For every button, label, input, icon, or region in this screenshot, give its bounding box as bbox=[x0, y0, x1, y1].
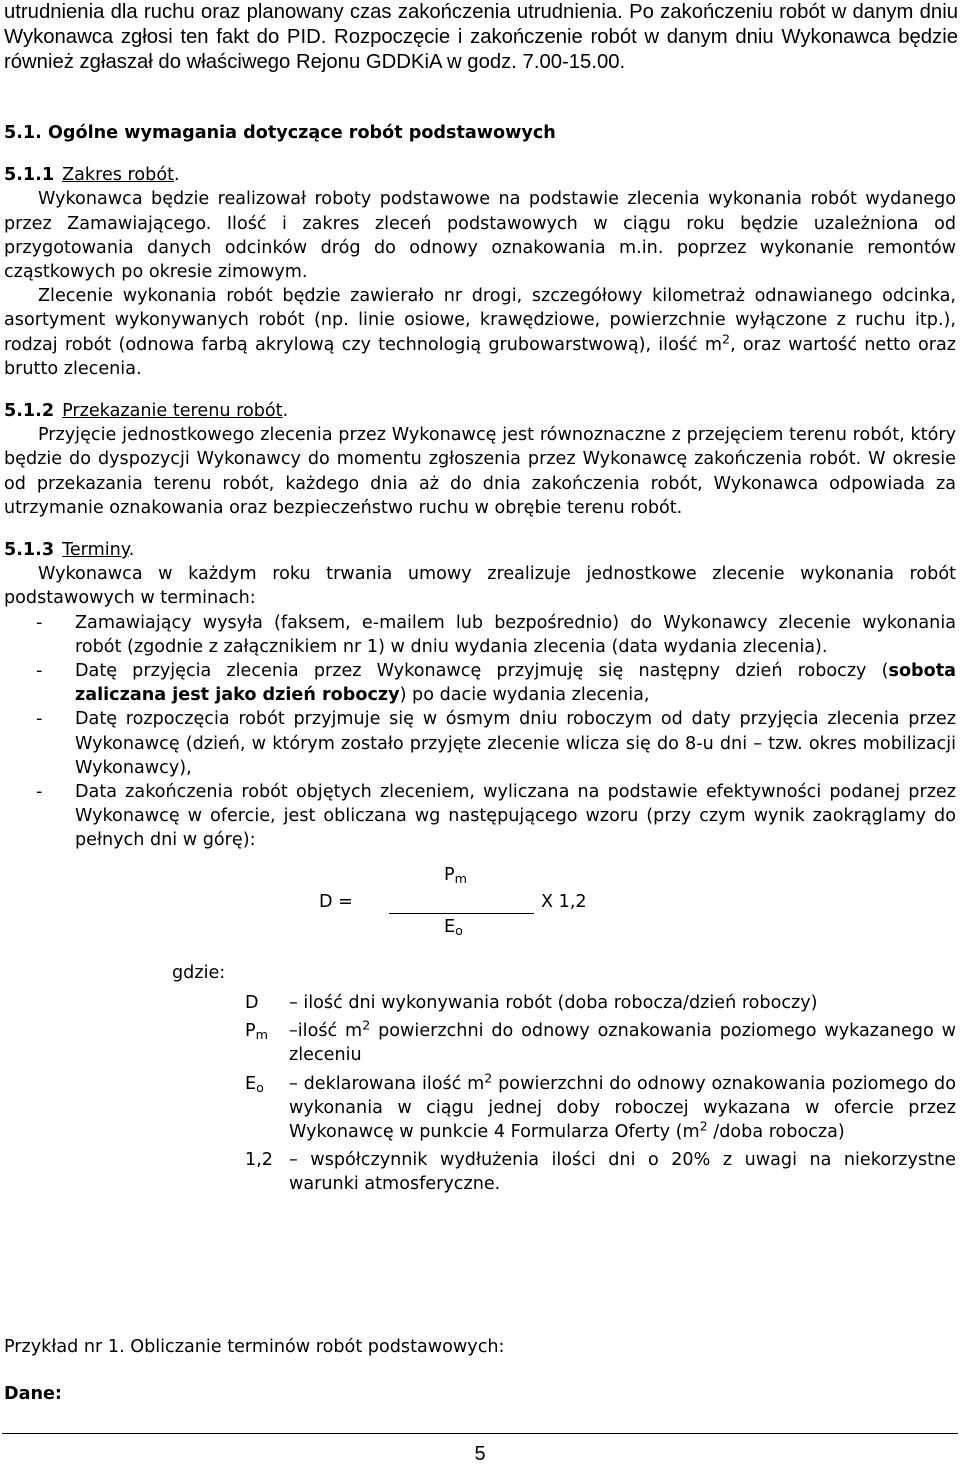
definition-symbol: $P_m$ bbox=[245, 1021, 268, 1043]
formula-multiplier: X 1,2 bbox=[541, 891, 587, 912]
paragraph: Wykonawca będzie realizował roboty podstawowe na podstawie zlecenia wykonania robót wydanego przez Zamawiającego. Ilość i zakres zleceń podstawowych w ciągu roku będzie uzależniona od przygotowania danych odcinków dróg do odnowy oznakowania m.in. poprzez wykonanie remontów cząstkowych po okresie zimowym. bbox=[4, 189, 956, 283]
subsection-number: 5.1.1 bbox=[4, 165, 55, 186]
definition-symbol: D bbox=[245, 992, 259, 1013]
subsection-number: 5.1.3 bbox=[4, 540, 55, 561]
definition-item bbox=[4, 1148, 956, 1196]
formula-denominator: $E_o$ bbox=[444, 916, 463, 938]
definition-text: – współczynnik wydłużenia ilości dni o 20% z uwagi na niekorzystne warunki atmosferyczne. bbox=[289, 1150, 956, 1195]
list-item: - Datę rozpoczęcia robót przyjmuje się w ósmym dniu roboczym od daty przyjęcia zlecenia przez Wykonawcę (dzień, w którym zostało przyjęte zlecenie wlicza się do 8-u dni – tzw. okres mobilizacji Wykonawcy), bbox=[36, 709, 956, 778]
definition-item bbox=[4, 1072, 956, 1145]
definition-text: – ilość dni wykonywania robót (doba robocza/dzień roboczy) bbox=[289, 992, 818, 1013]
heading-punctuation: . bbox=[128, 540, 135, 561]
subsection-title: Przekazanie terenu robót bbox=[62, 401, 283, 422]
formula bbox=[4, 853, 956, 961]
formula-lhs: D = bbox=[319, 891, 353, 912]
subsection-heading-512 bbox=[4, 399, 956, 423]
formula-numerator: $P_m$ bbox=[444, 864, 467, 886]
paragraph: Przyjęcie jednostkowego zlecenia przez Wykonawcę jest równoznaczne z przejęciem terenu robót, który będzie do dyspozycji Wykonawcy do momentu zgłoszenia przez Wykonawcę zakończenia robót. W okresie od przekazania terenu robót, każdego dnia aż do dnia zakończenia robót, Wykonawca odpowiada za utrzymanie oznakowania oraz bezpieczeństwo ruchu w obrębie terenu robót. bbox=[4, 425, 956, 518]
definition-item bbox=[4, 1019, 956, 1067]
subsection-title: Terminy bbox=[62, 540, 129, 561]
heading-punctuation: . bbox=[174, 165, 180, 186]
definitions bbox=[4, 991, 956, 1197]
footer-rule bbox=[2, 1433, 958, 1434]
heading-punctuation: . bbox=[282, 401, 289, 422]
fraction-bar bbox=[389, 913, 534, 914]
legend-label: gdzie: bbox=[172, 962, 226, 983]
subsection-title: Zakres robót bbox=[62, 165, 174, 186]
paragraph: Zlecenie wykonania robót będzie zawierało nr drogi, szczegółowy kilometraż odnawianego odcinka, asortyment wykonywanych robót (np. linie osiowe, krawędziowe, powierzchnie wyłączone z ruchu itp.), rodzaj robót (odnowa farbą akrylową czy technologią grubowarstwową), ilość $m^2$, oraz wartość netto oraz brutto zlecenia. bbox=[4, 286, 956, 379]
list-item: - Zamawiający wysyła (faksem, e-mailem lub bezpośrednio) do Wykonawcy zlecenie wykonania robót (zgodnie z załącznikiem nr 1) w dniu wydania zlecenia (data wydania zlecenia). bbox=[36, 612, 956, 657]
intro-paragraph: utrudnienia dla ruchu oraz planowany czas zakończenia utrudnienia. Po zakończeniu robót w danym dniu Wykonawca zgłosi ten fakt do PID. Rozpoczęcie i zakończenie robót w danym dniu Wykonawca będzie również zgłaszał do właściwego Rejonu GDDKiA w godz. 7.00-15.00. bbox=[4, 1, 958, 73]
definition-item bbox=[4, 991, 956, 1015]
terms-list bbox=[4, 611, 956, 853]
paragraph: Wykonawca w każdym roku trwania umowy zrealizuje jednostkowe zlecenie wykonania robót podstawowych w terminach: bbox=[4, 564, 956, 609]
section-heading: 5.1. Ogólne wymagania dotyczące robót podstawowych bbox=[4, 123, 556, 143]
definition-symbol: 1,2 bbox=[245, 1150, 273, 1171]
definition-text: –ilość $m^2$ powierzchni do odnowy oznakowania poziomego wykazanego w zleceniu bbox=[289, 1017, 956, 1066]
subsection-number: 5.1.2 bbox=[4, 401, 55, 422]
example-heading: Przykład nr 1. Obliczanie terminów robót podstawowych: bbox=[4, 1337, 505, 1357]
list-item: - Datę przyjęcia zlecenia przez Wykonawcę przyjmuję się następny dzień roboczy (sobota zaliczana jest jako dzień roboczy) po dacie wydania zlecenia, bbox=[36, 661, 956, 706]
definition-text: – deklarowana ilość $m^2$ powierzchni do odnowy oznakowania poziomego do wykonania w ciągu jednej doby roboczej wykazana w ofercie przez Wykonawcę w punkcie 4 Formularza Oferty ($m^2$ /doba robocza) bbox=[289, 1070, 956, 1142]
main-content bbox=[4, 121, 956, 1197]
subsection-heading-513 bbox=[4, 538, 956, 562]
subsection-heading-511 bbox=[4, 163, 956, 187]
dane-label: Dane: bbox=[4, 1384, 62, 1404]
page-number: 5 bbox=[474, 1443, 486, 1465]
definition-symbol: $E_o$ bbox=[245, 1073, 264, 1095]
list-item: - Data zakończenia robót objętych zleceniem, wyliczana na podstawie efektywności podanej przez Wykonawcę w ofercie, jest obliczana wg następującego wzoru (przy czym wynik zaokrąglamy do pełnych dni w górę): bbox=[36, 782, 956, 851]
example-block bbox=[4, 1335, 956, 1359]
